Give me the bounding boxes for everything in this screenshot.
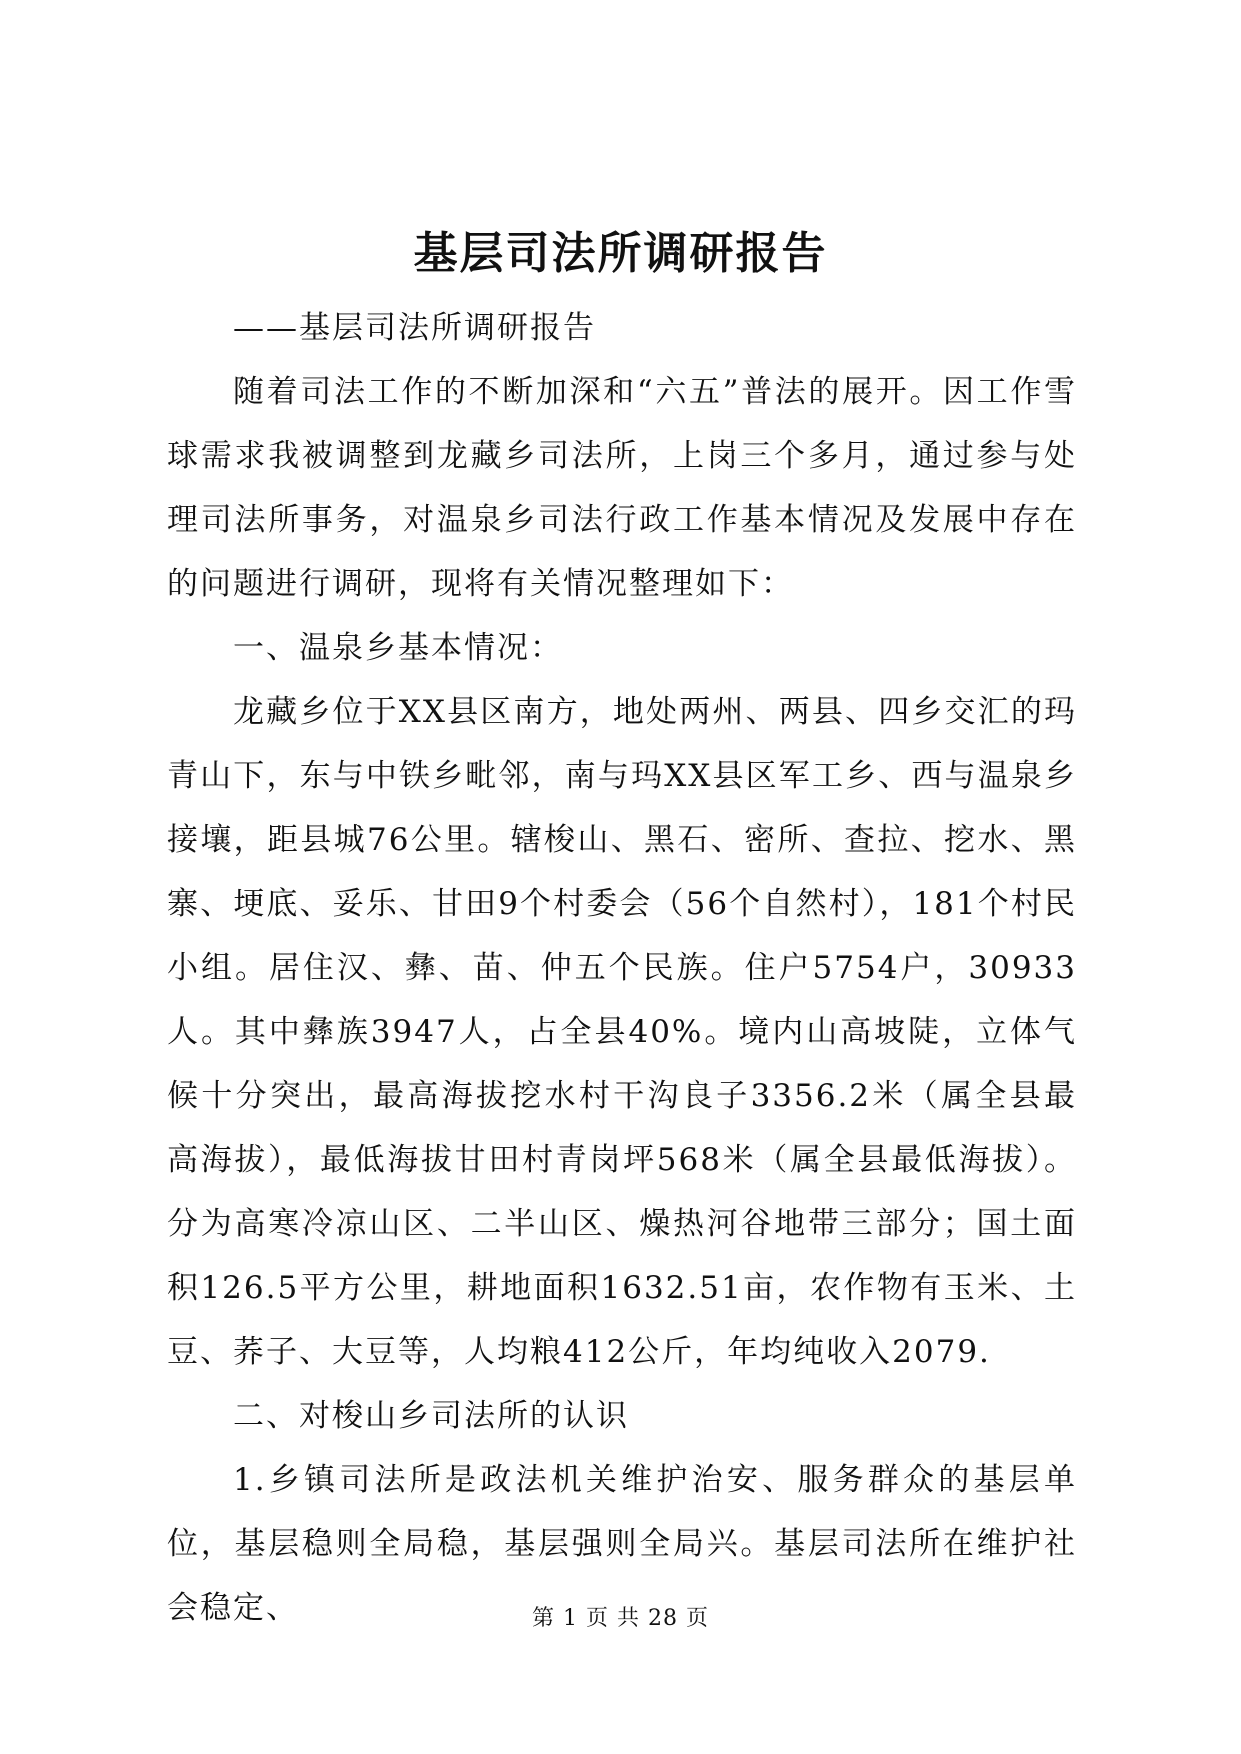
intro-paragraph: 随着司法工作的不断加深和“六五”普法的展开。因工作雪球需求我被调整到龙藏乡司法所，上岗三个多月，通过参与处理司法所事务，对温泉乡司法行政工作基本情况及发展中存在的问题进行调研，现将有关情况整理如下： (167, 374, 1077, 602)
point-1-paragraph: 1.乡镇司法所是政法机关维护治安、服务群众的基层单位，基层稳则全局稳，基层强则全局兴。基层司法所在维护社会稳定、 (167, 1462, 1077, 1626)
document-title: 基层司法所调研报告 (413, 228, 828, 279)
document-body (167, 296, 1077, 1640)
section-heading-2: 二、对梭山乡司法所的认识 (233, 1398, 629, 1434)
subtitle-paragraph: ——基层司法所调研报告 (233, 310, 596, 346)
basic-info-paragraph: 龙藏乡位于XX县区南方，地处两州、两县、四乡交汇的玛青山下，东与中铁乡毗邻，南与玛XX县区军工乡、西与温泉乡接壤，距县城76公里。辖梭山、黑石、密所、查拉、挖水、黑寨、埂底、妥乐、甘田9个村委会（56个自然村），181个村民小组。居住汉、彝、苗、仲五个民族。住户5754户，30933人。其中彝族3947人，占全县40%。境内山高坡陡，立体气候十分突出，最高海拔挖水村干沟良子3356.2米（属全县最高海拔），最低海拔甘田村青岗坪568米（属全县最低海拔）。分为高寒冷凉山区、二半山区、燥热河谷地带三部分；国土面积126.5平方公里，耕地面积1632.51亩，农作物有玉米、土豆、荞子、大豆等，人均粮412公斤，年均纯收入2079. (167, 694, 1077, 1370)
section-heading-1: 一、温泉乡基本情况： (233, 630, 563, 666)
page-footer: 第 1 页 共 28 页 (532, 1606, 709, 1631)
